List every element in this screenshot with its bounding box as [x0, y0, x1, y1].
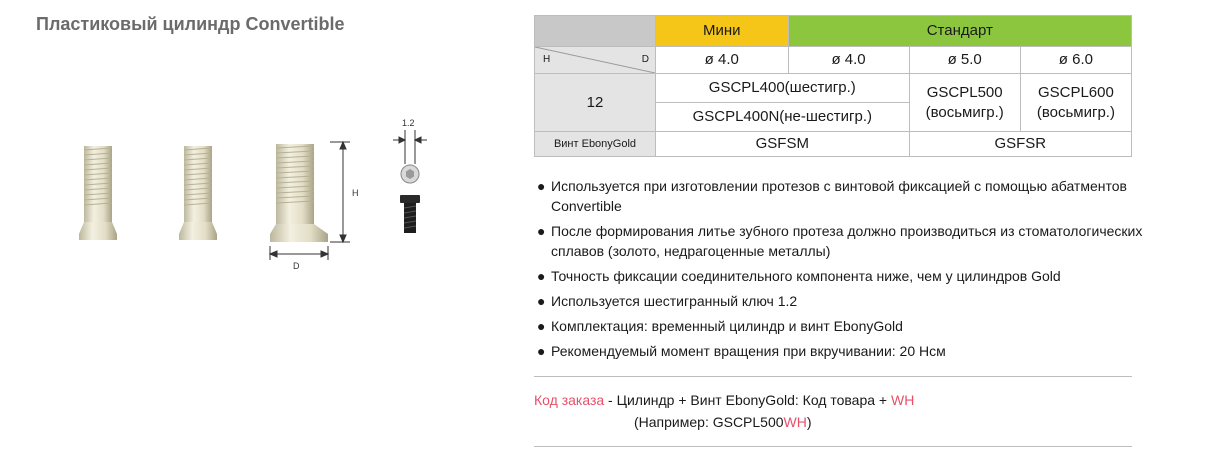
order-code-line [534, 389, 914, 411]
diameter-mini: ø 4.0 [656, 47, 789, 74]
code-gscpl400n: GSCPL400N(не-шестигр.) [656, 103, 910, 132]
code-gscpl500 [909, 74, 1020, 132]
order-code-label: Код заказа [534, 392, 605, 408]
dim-d-label: D [293, 261, 300, 271]
header-mini: Мини [656, 16, 789, 47]
screw-label: Винт EbonyGold [535, 132, 656, 157]
divider-top [534, 376, 1132, 377]
screw-top-view [401, 165, 419, 183]
cylinder-mini-hex [79, 146, 117, 240]
bullet-icon: ● [537, 178, 546, 194]
height-dimension [330, 142, 350, 242]
list-item-text: Рекомендуемый момент вращения при вкручивании: 20 Нсм [551, 343, 946, 359]
col-label-d: D [641, 54, 649, 65]
code-gscpl600 [1020, 74, 1131, 132]
list-item-text: После формирования литье зубного протеза должно производиться из стоматологических сплавов (золото, недрагоценные металлы) [551, 223, 1143, 259]
bullet-icon: ● [537, 318, 546, 334]
list-item [537, 266, 1157, 286]
diameter-dimension [270, 246, 328, 260]
list-item [537, 341, 1157, 361]
order-example-line [534, 411, 914, 433]
code-gscpl600-line1: GSCPL600 [1037, 83, 1114, 101]
list-item-text: Точность фиксации соединительного компонента ниже, чем у цилиндров Gold [551, 268, 1061, 284]
order-code-suffix: WH [891, 392, 915, 408]
list-item [537, 291, 1157, 311]
diameter-std-6: ø 6.0 [1020, 47, 1131, 74]
bullet-icon: ● [537, 223, 546, 239]
order-example-suffix: WH [783, 414, 807, 430]
corner-diagonal [535, 47, 655, 73]
list-item-text: Используется шестигранный ключ 1.2 [551, 293, 798, 309]
spec-table [534, 15, 1132, 157]
row-label-h: H [543, 54, 551, 65]
list-item [537, 316, 1157, 336]
dim-h-label: H [352, 188, 359, 198]
list-item [537, 176, 1157, 216]
header-blank-cell [535, 16, 656, 47]
divider-bottom [534, 446, 1132, 447]
order-example-prefix: (Например: GSCPL500 [634, 414, 784, 430]
product-illustration [60, 100, 460, 300]
diameter-std-4: ø 4.0 [788, 47, 909, 74]
code-gscpl400: GSCPL400(шестигр.) [656, 74, 910, 103]
code-gscpl500-line2: (восьмигр.) [925, 103, 1004, 121]
h-d-corner-cell [535, 47, 656, 74]
bullet-icon: ● [537, 268, 546, 284]
page-title: Пластиковый цилиндр Convertible [36, 14, 345, 34]
screw-code-mini: GSFSM [656, 132, 910, 157]
screw-code-std: GSFSR [909, 132, 1131, 157]
list-item-text: Комплектация: временный цилиндр и винт EbonyGold [551, 318, 903, 334]
cylinder-standard [270, 144, 328, 242]
cylinder-mini-nonhex [179, 146, 217, 240]
list-item [537, 221, 1157, 261]
header-standard: Стандарт [788, 16, 1131, 47]
h-value-cell: 12 [535, 74, 656, 132]
hex-key-dimension [393, 130, 427, 164]
code-gscpl600-line2: (восьмигр.) [1036, 103, 1115, 121]
feature-list [537, 176, 1157, 366]
list-item-text: Используется при изготовлении протезов с винтовой фиксацией с помощью абатментов Convertible [551, 178, 1127, 214]
bullet-icon: ● [537, 343, 546, 359]
order-example-close: ) [806, 414, 812, 430]
code-gscpl500-line1: GSCPL500 [926, 83, 1003, 101]
order-code-block [534, 389, 914, 433]
diameter-std-5: ø 5.0 [909, 47, 1020, 74]
order-code-text: - Цилиндр + Винт EbonyGold: Код товара + [604, 392, 891, 408]
dim-small-label: 1.2 [402, 118, 415, 128]
bullet-icon: ● [537, 293, 546, 309]
screw-side-view [400, 195, 420, 233]
